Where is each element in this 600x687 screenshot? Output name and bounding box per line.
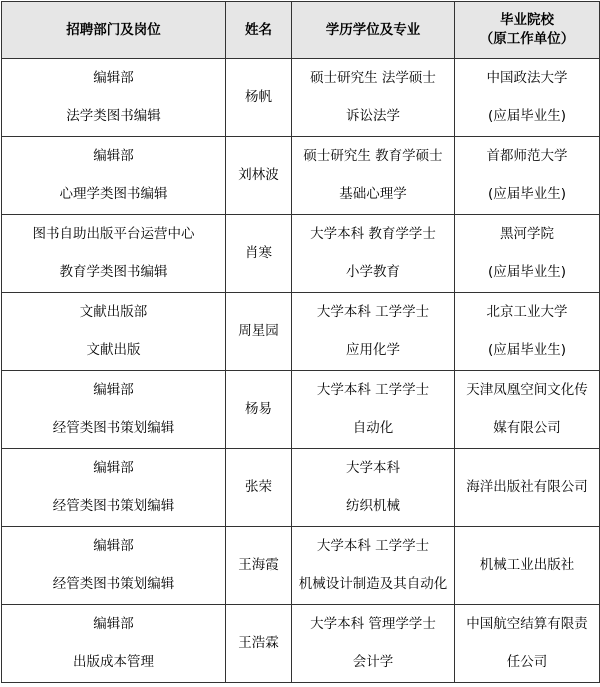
- dept-cell-text: 文献出版: [86, 342, 141, 358]
- header-school: 毕业院校 （原工作单位）: [455, 2, 600, 59]
- table-row: [2, 59, 600, 137]
- school-cell-text: 海洋出版社有限公司: [466, 479, 588, 495]
- school-cell-text: 中国政法大学: [486, 70, 568, 86]
- edu-cell: [292, 371, 455, 449]
- edu-cell-text: 基础心理学: [339, 186, 407, 202]
- school-cell-text: (应届毕业生): [487, 108, 567, 124]
- edu-cell-text: 大学本科 管理学学士: [310, 616, 436, 632]
- school-cell: [455, 605, 600, 683]
- name-cell-text: 杨易: [245, 401, 272, 417]
- dept-cell: [2, 449, 226, 527]
- table-row: [2, 527, 600, 605]
- table-row: [2, 215, 600, 293]
- name-cell: [226, 293, 292, 371]
- school-cell: [455, 137, 600, 215]
- dept-cell-text: 教育学类图书编辑: [59, 264, 168, 280]
- school-cell: [455, 527, 600, 605]
- table-row: [2, 371, 600, 449]
- dept-cell-text: 文献出版部: [79, 304, 148, 320]
- dept-cell-text: 编辑部: [93, 70, 134, 86]
- dept-cell-text: 编辑部: [93, 460, 134, 476]
- edu-cell-text: 大学本科 工学学士: [316, 304, 430, 320]
- edu-cell-text: 机械设计制造及其自动化: [298, 576, 448, 592]
- school-cell-text: 黑河学院: [500, 226, 554, 242]
- dept-cell: [2, 527, 226, 605]
- table-row: [2, 293, 600, 371]
- edu-cell-text: 会计学: [352, 654, 394, 670]
- name-cell-text: 张荣: [245, 479, 272, 495]
- name-cell: [226, 371, 292, 449]
- dept-cell-text: 经管类图书策划编辑: [52, 576, 175, 592]
- name-cell-text: 周星园: [238, 323, 279, 339]
- edu-cell: [292, 215, 455, 293]
- school-cell-text: (应届毕业生): [487, 342, 567, 358]
- dept-cell: [2, 293, 226, 371]
- header-edu: 学历学位及专业: [292, 2, 455, 59]
- edu-cell-text: 大学本科: [346, 460, 400, 476]
- edu-cell: [292, 59, 455, 137]
- edu-cell-text: 硕士研究生 教育学硕士: [303, 148, 443, 164]
- edu-cell-text: 自动化: [352, 420, 394, 436]
- table-row: [2, 605, 600, 683]
- header-dept: 招聘部门及岗位: [2, 2, 226, 59]
- school-cell-text: 机械工业出版社: [479, 557, 575, 573]
- dept-cell-text: 编辑部: [93, 538, 134, 554]
- dept-cell: [2, 215, 226, 293]
- dept-cell-text: 心理学类图书编辑: [59, 186, 168, 202]
- recruitment-table: [1, 1, 600, 683]
- name-cell-text: 杨帆: [245, 89, 272, 105]
- name-cell: [226, 137, 292, 215]
- name-cell-text: 肖寒: [245, 245, 272, 261]
- edu-cell-text: 诉讼法学: [346, 108, 400, 124]
- name-cell: [226, 215, 292, 293]
- edu-cell-text: 小学教育: [346, 264, 400, 280]
- edu-cell-text: 纺织机械: [346, 498, 400, 514]
- name-cell-text: 王海霞: [238, 557, 279, 573]
- header-row: [2, 2, 600, 59]
- name-cell-text: 王浩霖: [238, 635, 279, 651]
- edu-cell: [292, 527, 455, 605]
- name-cell: [226, 527, 292, 605]
- school-cell-text: 任公司: [506, 654, 548, 670]
- edu-cell: [292, 137, 455, 215]
- name-cell: [226, 59, 292, 137]
- school-cell-text: 媒有限公司: [493, 420, 561, 436]
- table-row: [2, 137, 600, 215]
- school-cell: [455, 449, 600, 527]
- school-cell-text: 天津凤凰空间文化传: [466, 382, 588, 398]
- school-cell: [455, 59, 600, 137]
- edu-cell: [292, 605, 455, 683]
- dept-cell: [2, 371, 226, 449]
- dept-cell: [2, 605, 226, 683]
- edu-cell-text: 硕士研究生 法学硕士: [310, 70, 436, 86]
- name-cell: [226, 605, 292, 683]
- table-row: [2, 449, 600, 527]
- edu-cell-text: 大学本科 工学学士: [316, 538, 430, 554]
- school-cell-text: 北京工业大学: [486, 304, 568, 320]
- dept-cell-text: 编辑部: [93, 616, 134, 632]
- dept-cell-text: 图书自助出版平台运营中心: [32, 226, 195, 242]
- dept-cell-text: 编辑部: [93, 382, 134, 398]
- dept-cell-text: 编辑部: [93, 148, 134, 164]
- dept-cell-text: 法学类图书编辑: [66, 108, 161, 124]
- edu-cell: [292, 449, 455, 527]
- edu-cell-text: 应用化学: [346, 342, 400, 358]
- school-cell: [455, 215, 600, 293]
- dept-cell-text: 出版成本管理: [73, 654, 154, 670]
- school-cell-text: (应届毕业生): [487, 186, 567, 202]
- edu-cell-text: 大学本科 教育学学士: [310, 226, 436, 242]
- school-cell-text: 中国航空结算有限责: [466, 616, 588, 632]
- edu-cell: [292, 293, 455, 371]
- dept-cell-text: 经管类图书策划编辑: [52, 498, 175, 514]
- edu-cell-text: 大学本科 工学学士: [316, 382, 430, 398]
- name-cell: [226, 449, 292, 527]
- dept-cell: [2, 137, 226, 215]
- header-name: 姓名: [226, 2, 292, 59]
- school-cell-text: (应届毕业生): [487, 264, 567, 280]
- dept-cell-text: 经管类图书策划编辑: [52, 420, 175, 436]
- school-cell: [455, 371, 600, 449]
- school-cell-text: 首都师范大学: [486, 148, 568, 164]
- dept-cell: [2, 59, 226, 137]
- name-cell-text: 刘林波: [238, 167, 279, 183]
- school-cell: [455, 293, 600, 371]
